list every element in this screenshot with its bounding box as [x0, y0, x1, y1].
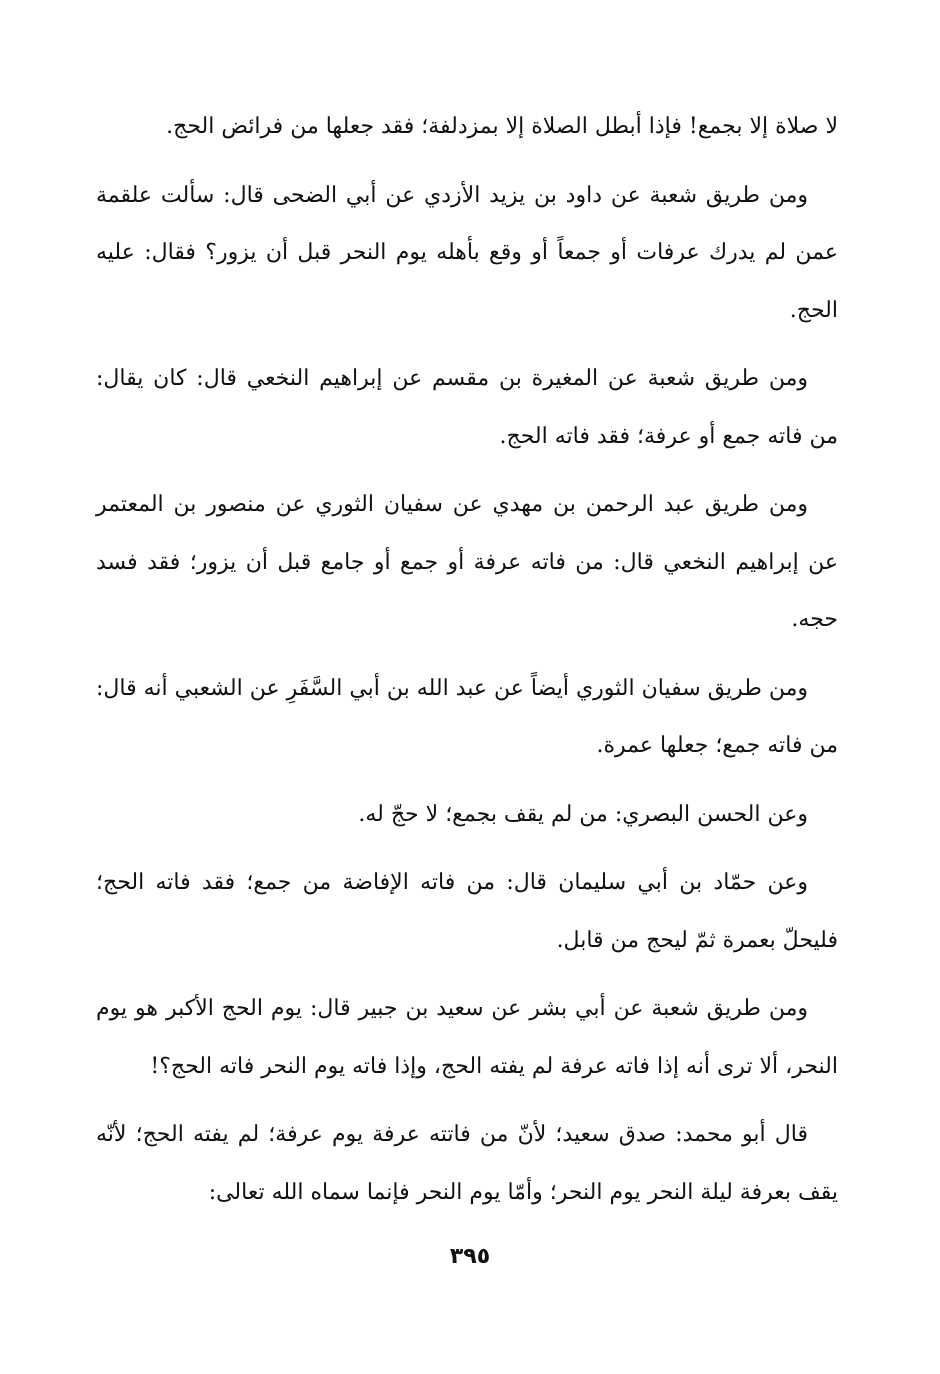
paragraph-dawud-ibn-yazid: ومن طريق شعبة عن داود بن يزيد الأزدي عن أبي الضحى قال: سألت علقمة عمن لم يدرك عرفات أو جمعاً أو وقع بأهله يوم النحر قبل أن يزور؟ فقال: عليه الحج.	[96, 182, 838, 323]
paragraph-continuation: لا صلاة إلا بجمع! فإذا أبطل الصلاة إلا بمزدلفة؛ فقد جعلها من فرائض الحج.	[166, 114, 838, 139]
main-text	[96, 98, 838, 1232]
page-number: ٣٩٥	[449, 1244, 491, 1269]
paragraph-sufyan-al-thawri: ومن طريق سفيان الثوري أيضاً عن عبد الله بن أبي السَّفَرِ عن الشعبي أنه قال: من فاته جمع؛ جعلها عمرة.	[96, 675, 838, 758]
paragraph-hammad-ibn-abi-sulayman: وعن حمّاد بن أبي سليمان قال: من فاته الإفاضة من جمع؛ فقد فاته الحج؛ فليحلّ بعمرة ثمّ ليحج من قابل.	[96, 870, 838, 953]
paragraph-al-hasan-al-basri: وعن الحسن البصري: من لم يقف بجمع؛ لا حجّ له.	[358, 801, 808, 827]
paragraph-abu-muhammad: قال أبو محمد: صدق سعيد؛ لأنّ من فاتته عرفة يوم عرفة؛ لم يفته الحج؛ لأنّه يقف بعرفة ليلة النحر يوم النحر؛ وأمّا يوم النحر فإنما سماه الله تعالى:	[96, 1122, 838, 1205]
paragraph-abu-bishr: ومن طريق شعبة عن أبي بشر عن سعيد بن جبير قال: يوم الحج الأكبر هو يوم النحر، ألا ترى أنه إذا فاته عرفة لم يفته الحج، وإذا فاته يوم النحر فاته الحج؟!	[96, 996, 838, 1079]
paragraph-abd-al-rahman-ibn-mahdi: ومن طريق عبد الرحمن بن مهدي عن سفيان الثوري عن منصور بن المعتمر عن إبراهيم النخعي قال: من فاته عرفة أو جمع أو جامع قبل أن يزور؛ فقد فسد حجه.	[96, 492, 838, 632]
paragraph-mughira-ibn-miqsam: ومن طريق شعبة عن المغيرة بن مقسم عن إبراهيم النخعي قال: كان يقال: من فاته جمع أو عرفة؛ فقد فاته الحج.	[96, 366, 838, 449]
